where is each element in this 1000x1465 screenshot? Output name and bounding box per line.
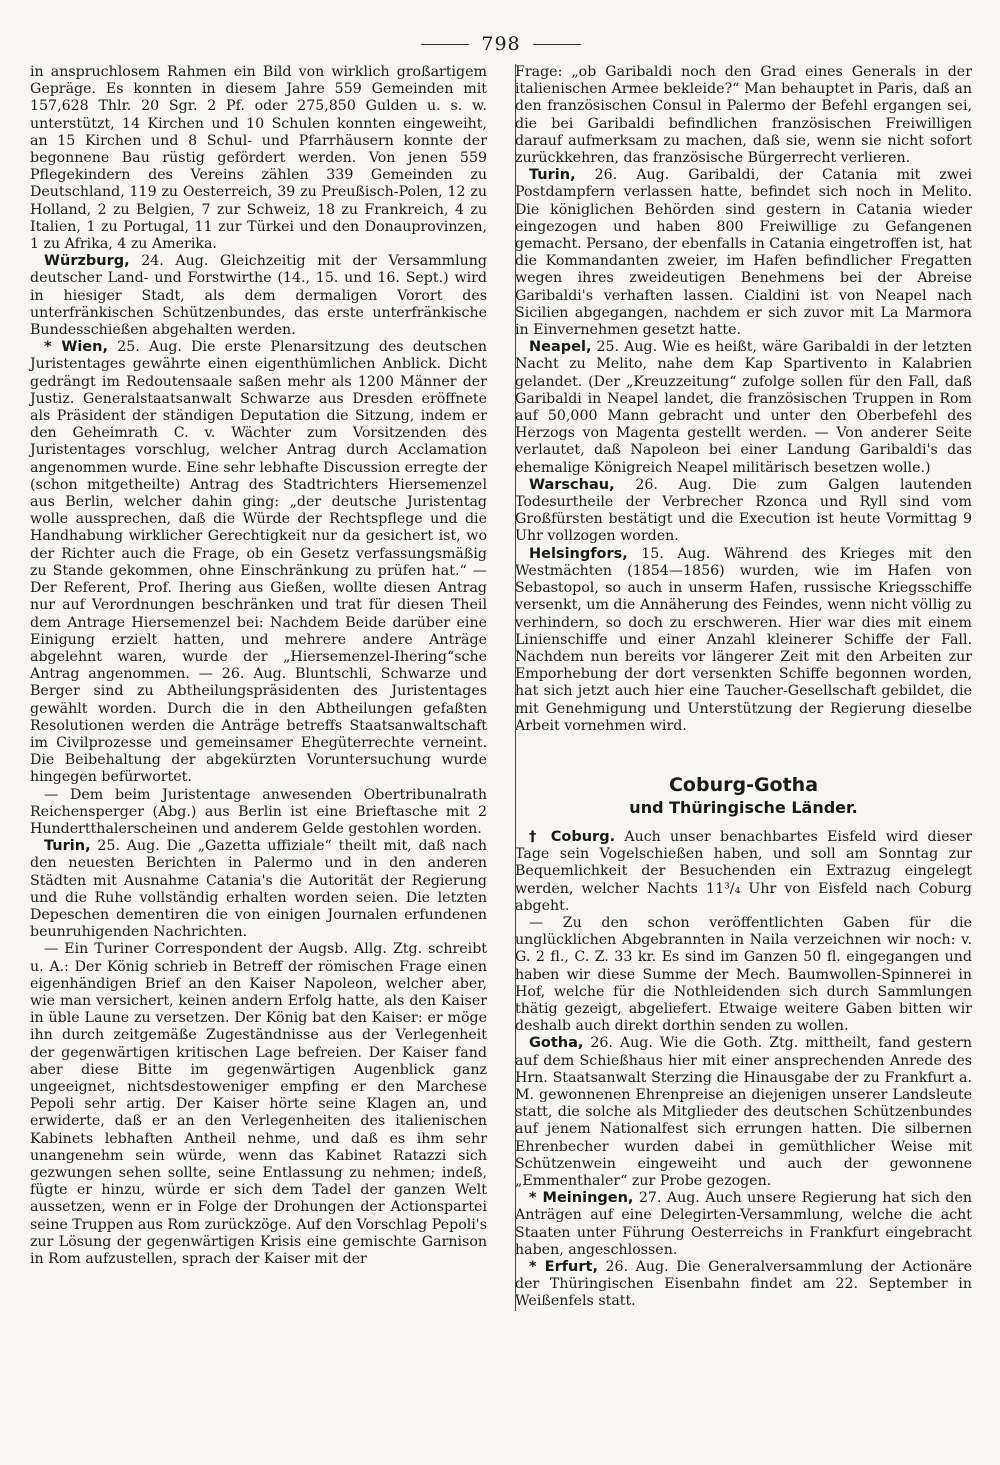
article-dateline: † Coburg.	[529, 828, 616, 845]
left-column	[30, 64, 487, 1311]
article-text: Auch unser benachbartes Eisfeld wird dieser Tage sein Vogelschießen haben, und soll am Sonntag zur Bequemlichkeit der Besuchenden ein Extrazug eingelegt werden, welcher Nachts 11³/₄ Uhr von Eisfeld nach Coburg abgeht.	[515, 828, 972, 914]
article-dateline: * Meiningen,	[529, 1190, 634, 1207]
article-text: 25. Aug. Die „Gazetta uffiziale“ theilt mit, daß nach den neuesten Berichten in Palermo und in den anderen Städten mit Ausnahme Catania's die Autorität der Regierung und die Ruhe vollständig erhalten worden seien. Die letzten Depeschen dementiren die von einigen Journalen erfundenen beunruhigenden Nachrichten.	[30, 838, 487, 941]
article-paragraph	[30, 253, 487, 339]
article-text: 26. Aug. Wie die Goth. Ztg. mittheilt, fand gestern auf dem Schießhaus hier mit einer ansprechenden Anrede des Hrn. Staatsanwalt Sterzing die Hinausgabe der zu Frankfurt a. M. gewonnenen Ehrenpreise an diejenigen unserer Landsleute statt, die solche als Mitglieder des deutschen Schützenbundes auf jenem Nationalfest sich errungen hatten. Die silbernen Ehrenbecher wurden dabei in gemüthlicher Weise mit Schützenwein eingeweiht und auch der gewonnene „Emmenthaler“ zur Probe gezogen.	[515, 1035, 972, 1189]
article-paragraph	[30, 838, 487, 941]
article-text: 25. Aug. Wie es heißt, wäre Garibaldi in der letzten Nacht zu Melito, nahe dem Kap Spartivento in Kalabrien gelandet. (Der „Kreuzzeitung“ zufolge sollen für den Fall, daß Garibaldi in Neapel landet, die französischen Truppen in Rom auf 50,000 Mann gebracht und unter den Oberbefehl des Herzogs von Magenta gestellt werden. — Von anderer Seite verlautet, daß Napoleon bei einer Landung Garibaldi's das ehemalige Königreich Neapel militärisch besetzen wolle.)	[515, 339, 972, 476]
article-paragraph	[30, 941, 487, 1268]
section-heading-title: Coburg-Gotha	[668, 773, 819, 796]
article-dateline: * Erfurt,	[529, 1259, 598, 1275]
article-text: 25. Aug. Die erste Plenarsitzung des deutschen Juristentages gewährte einen eigenthümlichen Anblick. Dicht gedrängt im Redoutensaale saßen mehr als 1200 Männer der Justiz. Generalstaatsanwalt Schwarze aus Dresden eröffnete als Präsident der ständigen Deputation die Sitzung, indem er den Geheimrath C. v. Wächter zum Vorsitzenden des Juristentages vorschlug, welcher Antrag durch Acclamation angenommen wurde. Eine sehr lebhafte Discussion erregte der (schon mitgetheilte) Antrag des Stadtrichters Hiersemenzel aus Berlin, welcher dahin ging: „der deutsche Juristentag wolle aussprechen, daß die Würde der Rechtspflege und die Handhabung wirklicher Gerechtigkeit nur da gesichert ist, wo der Richter auch die Frage, ob ein Gesetz verfassungsmäßig zu Stande gekommen, ohne Einschränkung zu prüfen hat.“ — Der Referent, Prof. Ihering aus Gießen, wollte diesen Antrag nur auf Verordnungen beschränken und trat für diesen Theil dem Antrage Hiersemenzel bei: Nachdem Beide darüber eine Einigung erzielt hatten, und mehrere andere Anträge abgelehnt waren, wurde der „Hiersemenzel-Ihering“sche Antrag angenommen. — 26. Aug. Bluntschli, Schwarze und Berger sind zu Abtheilungspräsidenten des Juristentages gewählt worden. Durch die in den Abtheilungen gefaßten Resolutionen werden die Anträge betreffs Staatsanwaltschaft im Civilprozesse und gemeinsamer Ehegüterrechte verneint. Die Beibehaltung der abgekürzten Voruntersuchung wurde hingegen befürwortet.	[30, 339, 488, 786]
article-text: — Dem beim Juristentage anwesenden Obertribunalrath Reichensperger (Abg.) aus Berlin ist eine Brieftasche mit 2 Hundertthalerscheinen und anderem Gelde gestohlen worden.	[30, 786, 487, 837]
article-dateline: Neapel,	[529, 339, 592, 356]
article-dateline: Helsingfors,	[529, 545, 628, 562]
article-dateline: Gotha,	[529, 1035, 584, 1052]
article-paragraph	[515, 829, 972, 915]
article-paragraph	[515, 1259, 972, 1311]
article-dateline: Turin,	[44, 838, 91, 855]
article-text: in anspruchlosem Rahmen ein Bild von wirklich großartigem Gepräge. Es konnten in diesem Jahre 559 Gemeinden mit 157,628 Thlr. 20 Sgr. 2 Pf. oder 275,850 Gulden u. s. w. unterstützt, 14 Kirchen und 10 Schulen konnten eingeweiht, an 15 Kirchen und 8 Schul- und Pfarrhäusern konnte der begonnene Bau rüstig gefördert werden. Von jenen 559 Pflegekindern des Vereins zählen 339 Gemeinden zu Deutschland, 119 zu Oesterreich, 39 zu Preußisch-Polen, 12 zu Holland, 2 zu Belgien, 7 zur Schweiz, 18 zu Frankreich, 4 zu Italien, 1 zu Portugal, 11 zur Türkei und den Donauprovinzen, 1 zu Afrika, 4 zu Amerika.	[30, 64, 487, 253]
text-columns	[30, 64, 972, 1311]
article-dateline: Turin,	[529, 167, 576, 184]
article-text: 26. Aug. Garibaldi, der Catania mit zwei Postdampfern verlassen hatte, befindet sich noch in Melito. Die königlichen Behörden sind gestern in Catania wieder eingezogen und haben 800 Freiwillige zu Gefangenen gemacht. Persano, der ebenfalls in Catania eingetroffen ist, hat die Kommandanten zweier, im Hafen befindlicher Fregatten wegen ihres zweideutigen Benehmens bei der Abreise Garibaldi's verhaften lassen. Cialdini ist von Neapel nach Sicilien abgegangen, nachdem er sich zuvor mit La Marmora in Einvernehmen gesetzt hatte.	[515, 167, 972, 339]
column-divider	[515, 64, 516, 1311]
article-dateline: * Wien,	[44, 339, 108, 356]
article-paragraph	[515, 546, 972, 735]
article-text: — Ein Turiner Correspondent der Augsb. Allg. Ztg. schreibt u. A.: Der König schrieb in Betreff der römischen Frage einen eigenhändigen Brief an den Kaiser Napoleon, welcher aber, wie man versichert, keinen andern Erfolg hatte, als den Kaiser in üble Laune zu versetzen. Der König bat den Kaiser: er möge ihn durch zeitgemäße Zugeständnisse aus der Verlegenheit der gegenwärtigen kritischen Lage befreien. Der Kaiser fand aber diese Bitte im gegenwärtigen Augenblick ganz ungeeignet, nichtsdestoweniger empfing er den Marchese Pepoli sehr artig. Der Kaiser hörte seine Klagen an, und erwiderte, daß er an den Verlegenheiten des italienischen Kabinets lebhaften Antheil nehme, und daß es ihm sehr unangenehm sein würde, wenn das Kabinet Ratazzi sich gezwungen sehen sollte, seine Entlassung zu nehmen; indeß, fügte er hinzu, würde er sich dem Tadel der ganzen Welt aussetzen, wenn er in Folge der Drohungen der Actionspartei seine Truppen aus Rom zurückzöge. Auf den Vorschlag Pepoli's zur Lösung der gegenwärtigen Krisis eine gemischte Garnison in Rom aufzustellen, sprach der Kaiser mit der	[30, 941, 487, 1268]
article-text: 15. Aug. Während des Krieges mit den Westmächten (1854—1856) wurden, wie im Hafen von Sebastopol, so auch in unserm Hafen, russische Kriegsschiffe versenkt, um die Annäherung des Feindes, wenn nicht völlig zu verhindern, so doch zu erschweren. Hier war dies mit einem Linienschiffe und einer Anzahl kleinerer Schiffe der Fall. Nachdem nun bereits vor längerer Zeit mit den Arbeiten zur Emporhebung der dort versenkten Schiffe begonnen worden, hat sich jetzt auch hier eine Taucher-Gesellschaft gebildet, die mit Genehmigung und Unterstützung der Regierung dieselbe Arbeit vornehmen wird.	[515, 545, 972, 734]
article-text: — Zu den schon veröffentlichten Gaben für die unglücklichen Abgebrannten in Naila verzeichnen wir noch: v. G. 2 fl., C. Z. 33 kr. Es sind im Ganzen 50 fl. eingegangen und haben wir diese Summe der Mech. Baumwollen-Spinnerei in Hof, welche für die Nothleidenden sich durch Sammlungen thätig gezeigt, abgeliefert. Etwaige weitere Gaben bitten wir deshalb auch direkt dorthin senden zu wollen.	[515, 914, 972, 1035]
article-paragraph	[30, 64, 487, 253]
article-text: 26. Aug. Die zum Galgen lautenden Todesurtheile der Verbrecher Rzonca und Ryll sind vom Großfürsten bestätigt und die Execution ist heute Vormittag 9 Uhr vollzogen worden.	[515, 476, 972, 545]
section-heading	[515, 773, 972, 819]
article-text: Frage: „ob Garibaldi noch den Grad eines Generals in der italienischen Armee bekleide?“ Man behauptet in Paris, daß an den französischen Consul in Palermo der Befehl ergangen sei, die bei Garibaldi befindlichen französischen Freiwilligen darauf aufmerksam zu machen, daß sie, wenn sie nicht sofort zurückkehren, das französische Bürgerrecht verlieren.	[515, 64, 972, 167]
header-rule-left	[421, 44, 469, 45]
article-text: 26. Aug. Die Generalversammlung der Actionäre der Thüringischen Eisenbahn findet am 22. September in Weißenfels statt.	[515, 1259, 972, 1310]
article-paragraph	[515, 1190, 972, 1259]
section-heading-subtitle: und Thüringische Länder.	[629, 797, 858, 817]
right-column	[515, 64, 972, 1311]
article-paragraph	[515, 477, 972, 546]
article-paragraph	[515, 167, 972, 339]
article-paragraph	[515, 339, 972, 477]
article-paragraph	[30, 787, 487, 839]
page-number: 798	[481, 33, 521, 55]
article-dateline: Warschau,	[529, 476, 615, 493]
article-text: 24. Aug. Gleichzeitig mit der Versammlung deutscher Land- und Forstwirthe (14., 15. und 16. Sept.) wird in hiesiger Stadt, als dem dermaligen Vorort des unterfränkischen Schützenbundes, das erste unterfränkische Bundesschießen abgehalten werden.	[30, 253, 487, 339]
article-text: 27. Aug. Auch unsere Regierung hat sich den Anträgen auf eine Delegirten-Versammlung, welche die acht Staaten unter Führung Oesterreichs in Frankfurt eingebracht haben, angeschlossen.	[515, 1190, 972, 1258]
header-rule-right	[533, 44, 581, 45]
article-paragraph	[515, 64, 972, 167]
article-paragraph	[515, 915, 972, 1035]
article-dateline: Würzburg,	[44, 253, 130, 270]
article-paragraph	[515, 1035, 972, 1190]
article-paragraph	[30, 339, 487, 786]
page-header	[30, 32, 972, 56]
